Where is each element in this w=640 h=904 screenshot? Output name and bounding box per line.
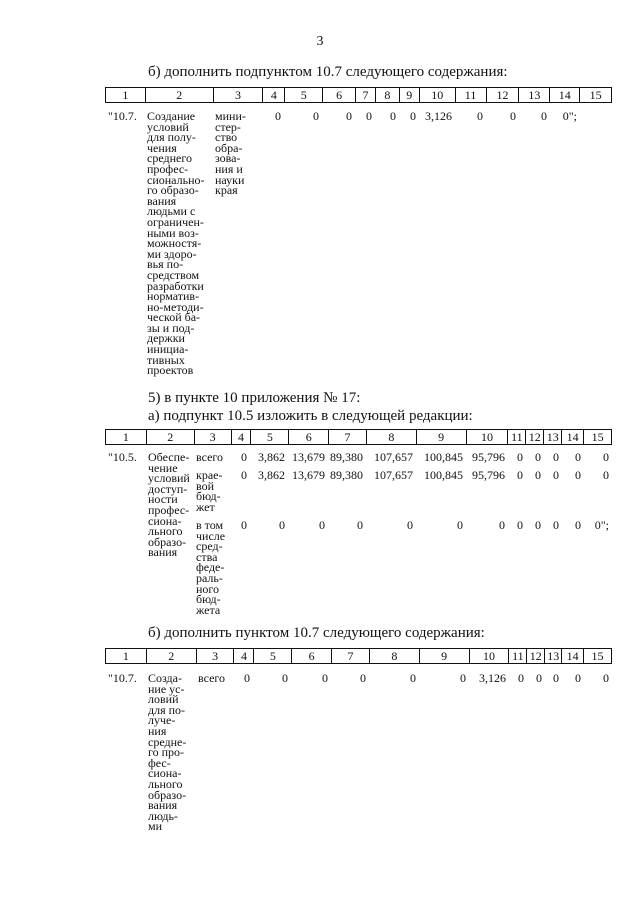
value-cell: 107,657 [374, 468, 413, 482]
item-executor: мини- стер- ство обра- зова- ния и науки края [215, 109, 246, 198]
paragraph-a-10-5: а) подпункт 10.5 изложить в следующей редакции: [148, 408, 473, 424]
value-cell: 3,862 [258, 450, 285, 464]
header-cell: 15 [583, 649, 611, 663]
value-cell: 3,126 [425, 109, 452, 123]
value-cell: 0 [553, 468, 559, 482]
value-cell: 0 [517, 468, 523, 482]
header-cell: 14 [549, 88, 579, 102]
value-cell: 0 [457, 518, 463, 532]
value-cell: 0 [603, 450, 609, 464]
header-cell: 7 [355, 88, 375, 102]
value-cell: 0 [553, 450, 559, 464]
header-cell: 5 [253, 649, 291, 663]
value-cell: 13,679 [292, 450, 325, 464]
value-cell: 0 [322, 671, 328, 685]
value-cell: 0 [553, 671, 559, 685]
value-cell: 107,657 [374, 450, 413, 464]
value-cell: 0 [517, 518, 523, 532]
table3-row [105, 673, 612, 832]
value-cell: 0 [535, 518, 541, 532]
table1-row [105, 111, 612, 376]
row-label: в том числе сред- ства феде- раль- ного бюд- жета [196, 518, 226, 617]
header-cell: 10 [469, 649, 509, 663]
paragraph-b-10-7-second: б) дополнить пунктом 10.7 следующего содержания: [148, 625, 485, 641]
header-cell: 2 [146, 649, 196, 663]
header-cell: 13 [543, 430, 561, 444]
value-cell: 0 [275, 109, 281, 123]
item-number: "10.7. [108, 671, 137, 685]
header-cell: 8 [375, 88, 399, 102]
table2-row-total [193, 452, 612, 463]
value-cell: 0 [575, 468, 581, 482]
page-number: 3 [316, 34, 324, 49]
value-cell: 0 [357, 518, 363, 532]
value-cell [580, 111, 612, 376]
value-cell: 3,126 [479, 671, 506, 685]
table2-row-regional [193, 470, 612, 512]
header-cell: 1 [122, 88, 129, 102]
value-cell: 0 [541, 109, 547, 123]
header-cell: 9 [419, 649, 469, 663]
value-cell: 0 [410, 109, 416, 123]
value-cell: 0 [575, 450, 581, 464]
value-cell: 89,380 [330, 468, 363, 482]
header-cell: 12 [525, 430, 543, 444]
header-cell: 8 [369, 649, 419, 663]
item-name: Создание условий для полу- чения среднего профес- сионально- го образо- вания людьми с ограничен- ными воз- можностя- ми здоро- вья по- средством разработки норматив- но-методи- ческой ба- зы и под- держки инициа- тивных проектов [147, 109, 205, 378]
header-cell: 6 [288, 430, 328, 444]
header-cell: 3 [194, 430, 231, 444]
value-cell: 0 [346, 109, 352, 123]
value-cell: 0 [517, 450, 523, 464]
value-cell: 95,796 [472, 450, 505, 464]
value-cell: 0 [241, 468, 247, 482]
header-cell: 4 [233, 649, 253, 663]
header-cell: 10 [419, 88, 455, 102]
header-cell: 11 [455, 88, 486, 102]
header-cell: 4 [231, 430, 251, 444]
table2-item [105, 452, 193, 558]
value-cell: 0 [460, 671, 466, 685]
value-cell: 0 [407, 518, 413, 532]
value-cell: 0 [410, 671, 416, 685]
value-cell: 13,679 [292, 468, 325, 482]
paragraph-5: 5) в пункте 10 приложения № 17: [148, 390, 361, 406]
header-cell: 6 [322, 88, 355, 102]
value-cell: 0 [477, 109, 483, 123]
header-cell: 14 [561, 430, 583, 444]
row-label: крае- вой бюд- жет [196, 468, 223, 514]
value-cell: 0 [575, 518, 581, 532]
header-cell: 3 [213, 88, 263, 102]
value-cell: 0 [510, 109, 516, 123]
value-cell: 0 [536, 671, 542, 685]
header-cell: 12 [486, 88, 519, 102]
row-label: всего [198, 671, 226, 685]
value-cell: 0 [319, 518, 325, 532]
header-cell: 14 [561, 649, 583, 663]
header-cell: 9 [399, 88, 419, 102]
item-number: "10.5. [108, 450, 137, 464]
header-cell: 6 [291, 649, 331, 663]
header-cell: 9 [416, 430, 466, 444]
value-cell: 0 [366, 109, 372, 123]
header-cell: 15 [579, 88, 611, 102]
value-cell: 0 [575, 671, 581, 685]
table3-header [105, 648, 612, 664]
value-cell: 0 [603, 671, 609, 685]
value-cell: 0"; [562, 109, 577, 123]
row-label: всего [196, 450, 224, 464]
header-cell: 2 [145, 88, 213, 102]
value-cell: 0 [282, 671, 288, 685]
value-cell: 100,845 [424, 450, 463, 464]
value-cell: 0 [313, 109, 319, 123]
header-cell: 3 [196, 649, 234, 663]
value-cell: 0 [390, 109, 396, 123]
table2-row-federal [193, 520, 612, 615]
value-cell: 100,845 [424, 468, 463, 482]
header-cell: 1 [122, 430, 129, 444]
header-cell: 11 [508, 649, 526, 663]
item-name: Обеспе- чение условий доступ- ности профес- сиона- льного образо- вания [148, 450, 190, 560]
header-cell: 13 [518, 88, 549, 102]
header-cell: 4 [262, 88, 284, 102]
value-cell: 0 [553, 518, 559, 532]
header-cell: 7 [328, 430, 366, 444]
value-cell: 95,796 [472, 468, 505, 482]
header-cell: 5 [284, 88, 322, 102]
header-cell: 12 [526, 649, 544, 663]
header-cell: 11 [507, 430, 525, 444]
item-name: Созда- ние ус- ловий для по- луче- ния средне- го про- фес- сиона- льного образо- вания людь- ми [148, 671, 187, 834]
item-number: "10.7. [108, 109, 137, 123]
header-cell: 13 [544, 649, 561, 663]
value-cell: 89,380 [330, 450, 363, 464]
header-cell: 15 [583, 430, 611, 444]
value-cell: 0 [535, 468, 541, 482]
value-cell: 0 [535, 450, 541, 464]
value-cell: 0 [279, 518, 285, 532]
table2-header [105, 429, 612, 445]
value-cell: 0"; [594, 518, 609, 532]
value-cell: 0 [241, 450, 247, 464]
value-cell: 3,862 [258, 468, 285, 482]
value-cell: 0 [244, 671, 250, 685]
header-cell: 7 [331, 649, 369, 663]
header-cell: 10 [466, 430, 508, 444]
value-cell: 0 [499, 518, 505, 532]
header-cell: 1 [122, 649, 129, 663]
table1-header [105, 87, 612, 103]
header-cell: 5 [250, 430, 288, 444]
value-cell: 0 [241, 518, 247, 532]
value-cell: 0 [518, 671, 524, 685]
header-cell: 8 [366, 430, 416, 444]
paragraph-b-10-7: б) дополнить подпунктом 10.7 следующего содержания: [148, 64, 508, 80]
value-cell: 0 [360, 671, 366, 685]
header-cell: 2 [146, 430, 194, 444]
value-cell: 0 [603, 468, 609, 482]
